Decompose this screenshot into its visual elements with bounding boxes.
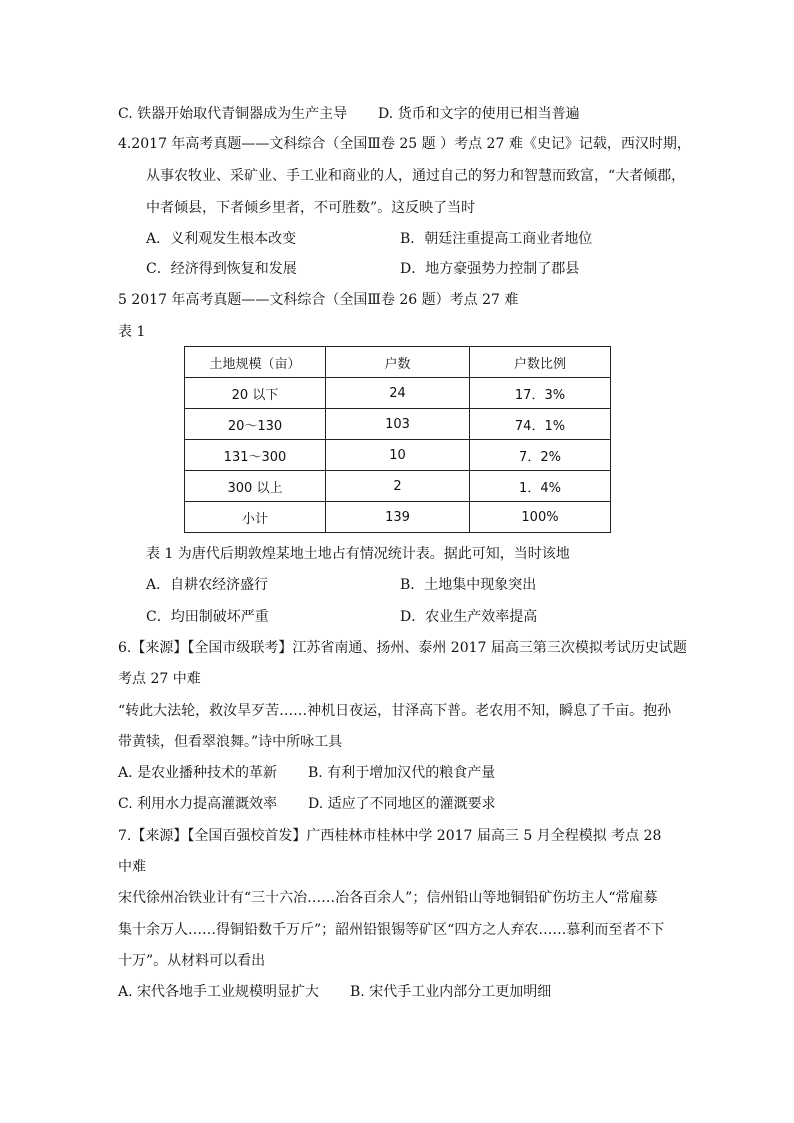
q4-option-c: C．经济得到恢复和发展	[146, 261, 297, 277]
table-cell: 103	[326, 409, 470, 440]
table-row	[185, 378, 611, 409]
q3-option-d: D. 货币和文字的使用已相当普遍	[378, 106, 580, 122]
q7-stem-line-4: 集十余万人……得铜铅数千万斤”；韶州铅银锡等矿区“四方之人弃农……慕利而至者不下	[118, 922, 665, 938]
table-cell: 20 以下	[185, 378, 326, 409]
q6-option-b: B. 有利于增加汉代的粮食产量	[308, 765, 496, 781]
table-cell: 2	[326, 471, 470, 502]
q5-table-label: 表 1	[118, 324, 146, 340]
q6-option-d: D. 适应了不同地区的灌溉要求	[308, 796, 496, 812]
table-cell: 100%	[470, 502, 611, 533]
land-ownership-table	[184, 346, 611, 533]
q5-option-b: B．土地集中现象突出	[400, 577, 537, 593]
q5-option-a: A．自耕农经济盛行	[146, 577, 269, 593]
table-cell: 139	[326, 502, 470, 533]
q3-option-c: C. 铁器开始取代青铜器成为生产主导	[118, 106, 348, 122]
table-header-row	[185, 347, 611, 378]
q7-stem-line-1: 7.【来源】【全国百强校首发】广西桂林市桂林中学 2017 届高三 5 月全程模拟 考点 28	[118, 828, 662, 844]
q5-stem-line-2: 表 1 为唐代后期敦煌某地土地占有情况统计表。据此可知，当时该地	[146, 546, 570, 562]
table-row	[185, 471, 611, 502]
q6-stem-line-1: 6.【来源】【全国市级联考】江苏省南通、扬州、泰州 2017 届高三第三次模拟考试历史试题	[118, 640, 687, 656]
q7-stem-line-2: 中难	[118, 859, 146, 875]
q6-option-a: A. 是农业播种技术的革新	[118, 765, 278, 781]
q4-stem-line-2: 从事农牧业、采矿业、手工业和商业的人，通过自己的努力和智慧而致富，“大者倾郡，	[146, 168, 686, 184]
q6-option-c: C. 利用水力提高灌溉效率	[118, 796, 278, 812]
table-cell: 1．4%	[470, 471, 611, 502]
q4-option-d: D．地方豪强势力控制了郡县	[400, 261, 580, 277]
q5-stem-line-1: 5 2017 年高考真题——文科综合（全国Ⅲ卷 26 题）考点 27 难	[118, 292, 519, 308]
table-cell: 300 以上	[185, 471, 326, 502]
q5-option-d: D．农业生产效率提高	[400, 609, 538, 625]
table-row	[185, 440, 611, 471]
q4-stem-line-1: 4.2017 年高考真题——文科综合（全国Ⅲ卷 25 题 ）考点 27 难《史记》记载，西汉时期，	[118, 136, 691, 152]
table-cell: 7．2%	[470, 440, 611, 471]
q7-stem-line-3: 宋代徐州冶铁业计有“三十六冶……冶各百余人”；信州铅山等地铜铅矿伤坊主人“常雇募	[118, 890, 658, 906]
q5-option-c: C．均田制破坏严重	[146, 609, 269, 625]
q4-option-a: A．义利观发生根本改变	[146, 231, 297, 247]
table-header-cell: 户数	[326, 347, 470, 378]
q6-stem-line-2: 考点 27 中难	[118, 671, 201, 687]
table-cell: 131～300	[185, 440, 326, 471]
q7-option-b: B. 宋代手工业内部分工更加明细	[350, 984, 552, 1000]
q6-stem-line-3: “转此大法轮，救汝旱歹苦……神机日夜运，甘泽高下普。老农用不知，瞬息了千亩。抱孙	[118, 703, 672, 719]
table-cell: 10	[326, 440, 470, 471]
q7-option-a: A. 宋代各地手工业规模明显扩大	[118, 984, 320, 1000]
table-cell: 小计	[185, 502, 326, 533]
table-cell: 17．3%	[470, 378, 611, 409]
table-cell: 74．1%	[470, 409, 611, 440]
q4-stem-line-3: 中者倾县，下者倾乡里者，不可胜数”。这反映了当时	[146, 200, 476, 216]
table-header-cell: 户数比例	[470, 347, 611, 378]
table-row	[185, 409, 611, 440]
q6-stem-line-4: 带黄犊，但看翠浪舞。”诗中所咏工具	[118, 734, 343, 750]
table-cell: 24	[326, 378, 470, 409]
table-header-cell: 土地规模（亩）	[185, 347, 326, 378]
table-cell: 20～130	[185, 409, 326, 440]
q7-stem-line-5: 十万”。从材料可以看出	[118, 953, 266, 969]
table-row	[185, 502, 611, 533]
q4-option-b: B．朝廷注重提高工商业者地位	[400, 231, 593, 247]
